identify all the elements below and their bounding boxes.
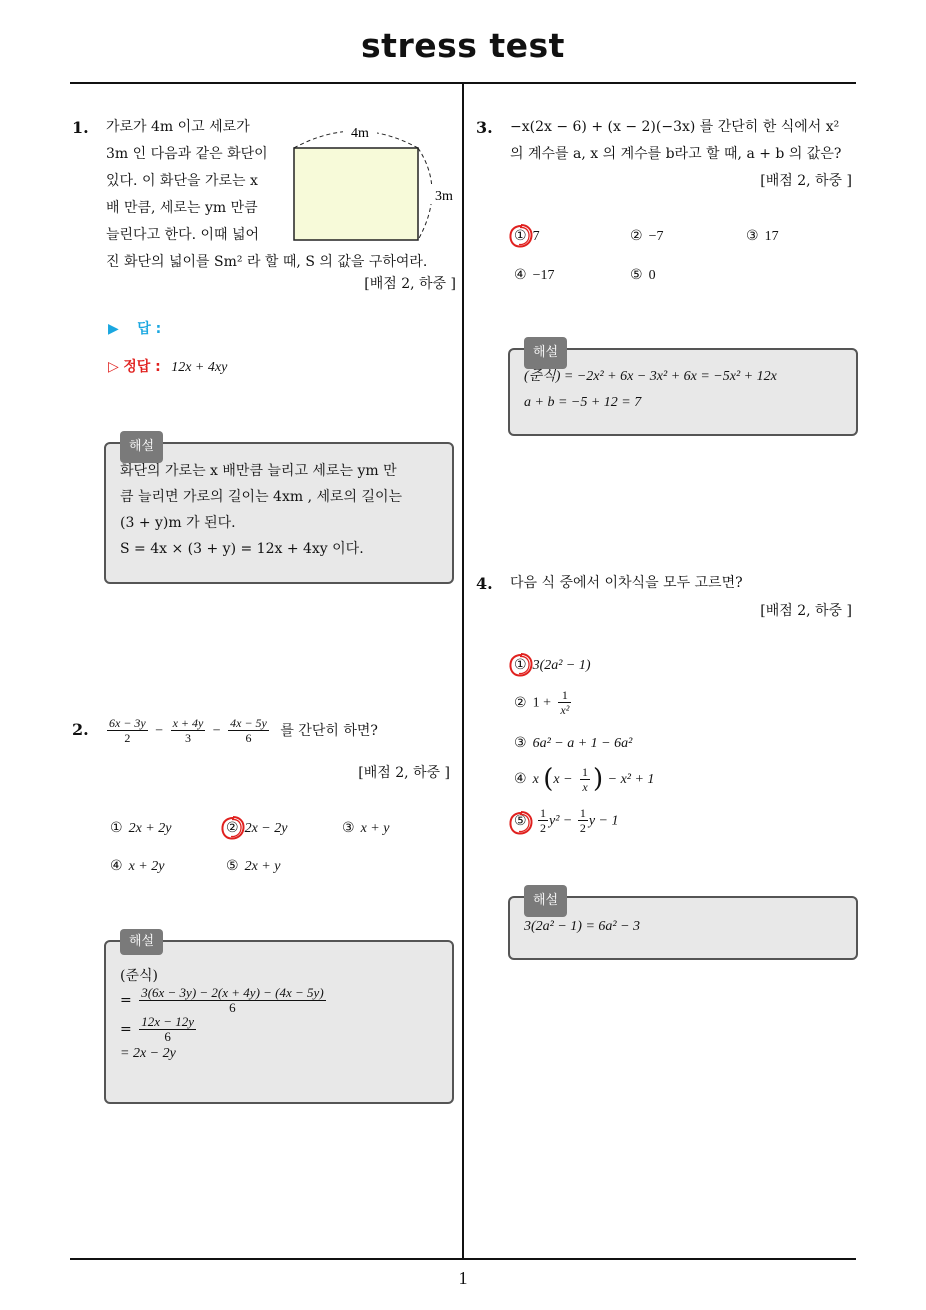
- q3-choice-4[interactable]: ④ −17: [514, 267, 555, 283]
- q2-choice-5[interactable]: ⑤ 2x + y: [226, 858, 281, 874]
- q1-correct-label: 정답 :: [123, 359, 161, 375]
- q2-fraction: $\frac{6x - 3y}{2}$: [109, 716, 146, 745]
- q4-explanation-box: [508, 893, 858, 960]
- q4-explain-line: 3(2a² − 1) = 6a² − 3: [524, 919, 641, 934]
- q1-line: 가로가 4m 이고 세로가: [106, 119, 250, 135]
- q4-choice-5[interactable]: ⑤ $\frac{1}{2}$ y² − $\frac{1}{2}$ y − 1: [514, 806, 619, 835]
- correct-arrow-icon: ▷: [108, 359, 119, 375]
- q1-line: 진 화단의 넓이를 Sm² 라 할 때, S 의 값을 구하여라.: [106, 254, 428, 270]
- q1-answer-row: [108, 318, 161, 338]
- q2-choice-1[interactable]: ① 2x + 2y: [110, 820, 172, 836]
- q2-meta: [배점 2, 하중 ]: [358, 765, 450, 781]
- q3-explanation-box: [508, 345, 858, 436]
- q2-explain-line: = $\frac{12x - 12y}{6}$: [120, 1014, 194, 1044]
- q3-line: 의 계수를 a, x 의 계수를 b라고 할 때, a + b 의 값은?: [510, 146, 842, 162]
- q3-text: [510, 114, 860, 168]
- q3-choice-3[interactable]: ③ 17: [746, 228, 779, 244]
- q3-meta: [배점 2, 하중 ]: [760, 173, 852, 189]
- q1-line: 배 만큼, 세로는 ym 만큼: [106, 200, 258, 216]
- footer-rule: [70, 1258, 856, 1260]
- q2-expression: $\frac{6x - 3y}{2}$ − $\frac{x + 4y}{3}$ − $\frac{4x - 5y}{6}$ 를 간단히 하면?: [109, 716, 378, 745]
- q3-choice-5[interactable]: ⑤ 0: [630, 267, 656, 283]
- q2-explanation-box: [104, 934, 454, 1104]
- q1-figure-top-label: 4m: [351, 126, 369, 141]
- q3-explain-line: a + b = −5 + 12 = 7: [524, 395, 642, 410]
- q3-choice-1[interactable]: ① 7: [514, 228, 540, 244]
- q2-choice-4[interactable]: ④ x + 2y: [110, 858, 165, 874]
- q1-explain-line: 화단의 가로는 x 배만큼 늘리고 세로는 ym 만: [120, 463, 397, 479]
- q2-explanation-label: 해설: [120, 929, 163, 955]
- q2-choice-3[interactable]: ③ x + y: [342, 820, 390, 836]
- q1-explain-line: S = 4x × (3 + y) = 12x + 4xy 이다.: [120, 541, 364, 557]
- q1-explanation-label: 해설: [120, 431, 163, 463]
- column-divider: [462, 82, 464, 1258]
- q1-explain-line: (3 + y)m 가 된다.: [120, 515, 236, 531]
- q1-meta: [배점 2, 하중 ]: [364, 276, 456, 292]
- q4-choice-1[interactable]: ① 3(2a² − 1): [514, 657, 591, 673]
- q1-garden-figure: [286, 118, 456, 248]
- q4-number: 4.: [476, 574, 493, 593]
- q4-choice-3[interactable]: ③ 6a² − a + 1 − 6a²: [514, 735, 633, 751]
- q1-explain-line: 큼 늘리면 가로의 길이는 4xm , 세로의 길이는: [120, 489, 403, 505]
- q2-choice-2[interactable]: ② 2x − 2y: [226, 820, 288, 836]
- q1-line: 3m 인 다음과 같은 화단이: [106, 146, 268, 162]
- q4-choice-2[interactable]: ② 1 + $\frac{1}{\text{x²}}$: [514, 688, 570, 717]
- q4-line: 다음 식 중에서 이차식을 모두 고르면?: [510, 575, 743, 591]
- q3-explanation-label: 해설: [524, 337, 567, 369]
- q1-explanation-box: [104, 439, 454, 584]
- q1-correct-value: 12x + 4xy: [171, 360, 228, 375]
- q2-explain-line: (준식): [120, 968, 158, 984]
- q3-number: 3.: [476, 118, 493, 137]
- page-title: stress test: [361, 26, 565, 65]
- q3-explain-line: (준식) = −2x² + 6x − 3x² + 6x = −5x² + 12x: [524, 369, 777, 384]
- q1-figure-right-label: 3m: [435, 189, 453, 204]
- q2-fraction: $\frac{4x - 5y}{6}$: [230, 716, 267, 745]
- q2-explain-line: = 2x − 2y: [120, 1046, 176, 1061]
- q4-meta: [배점 2, 하중 ]: [760, 603, 852, 619]
- q2-explain-line: = $\frac{3(6x - 3y) - 2(x + 4y) - (4x - 5y)}{6}$: [120, 985, 324, 1015]
- q4-explanation-label: 해설: [524, 885, 567, 917]
- q1-line: 있다. 이 화단을 가로는 x: [106, 173, 258, 189]
- q2-number: 2.: [72, 720, 89, 739]
- q1-garden-rect: [294, 148, 418, 240]
- q3-choice-2[interactable]: ② −7: [630, 228, 664, 244]
- q2-tail: 를 간단히 하면?: [280, 722, 378, 739]
- q2-fraction: $\frac{x + 4y}{3}$: [172, 716, 204, 745]
- q1-line: 늘린다고 한다. 이때 넓어: [106, 227, 260, 243]
- q1-number: 1.: [72, 118, 89, 137]
- page-number: 1: [458, 1268, 468, 1288]
- q3-line: −x(2x − 6) + (x − 2)(−3x) 를 간단히 한 식에서 x²: [510, 119, 840, 135]
- answer-arrow-icon: ▶: [108, 321, 119, 337]
- q1-correct-row: [108, 356, 227, 376]
- q4-choice-4[interactable]: ④ x (x − $\frac{1}{x}$ ) − x² + 1: [514, 764, 655, 794]
- q1-answer-label: 답 :: [137, 321, 162, 337]
